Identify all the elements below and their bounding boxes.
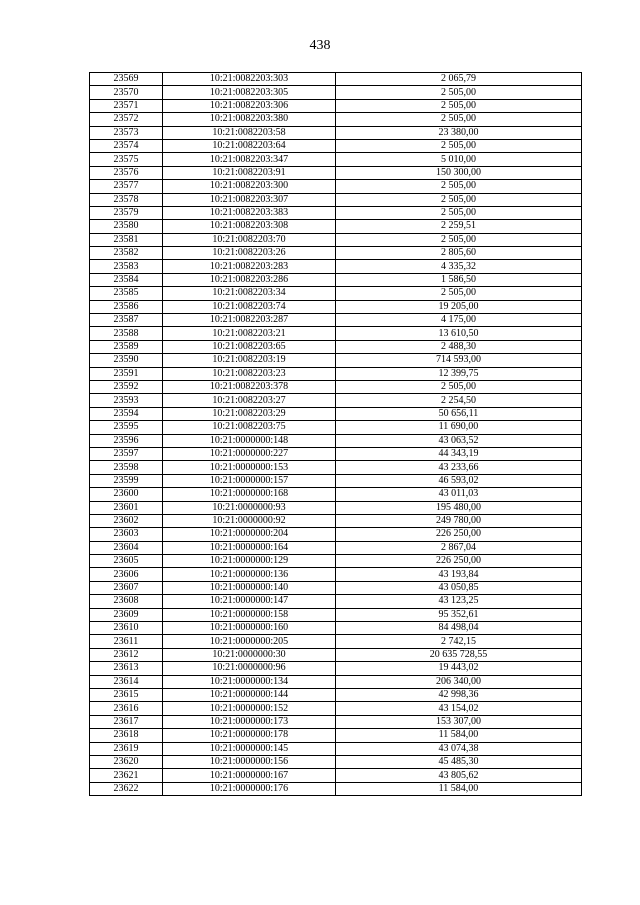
- row-number-cell: 23586: [90, 300, 163, 313]
- value-cell: 43 193,84: [336, 568, 582, 581]
- table-row: [90, 608, 582, 621]
- cadastral-number-cell: 10:21:0082203:303: [163, 73, 336, 86]
- cadastral-number-cell: 10:21:0082203:64: [163, 139, 336, 152]
- cadastral-number-cell: 10:21:0082203:287: [163, 314, 336, 327]
- row-number-cell: 23570: [90, 86, 163, 99]
- cadastral-number-cell: 10:21:0000000:144: [163, 688, 336, 701]
- cadastral-number-cell: 10:21:0082203:91: [163, 166, 336, 179]
- table-body: [90, 73, 582, 796]
- cadastral-number-cell: 10:21:0000000:129: [163, 555, 336, 568]
- row-number-cell: 23569: [90, 73, 163, 86]
- row-number-cell: 23577: [90, 180, 163, 193]
- row-number-cell: 23598: [90, 461, 163, 474]
- value-cell: 44 343,19: [336, 447, 582, 460]
- value-cell: 43 123,25: [336, 595, 582, 608]
- cadastral-number-cell: 10:21:0000000:152: [163, 702, 336, 715]
- cadastral-number-cell: 10:21:0082203:378: [163, 380, 336, 393]
- cadastral-number-cell: 10:21:0000000:157: [163, 474, 336, 487]
- value-cell: 11 584,00: [336, 782, 582, 795]
- row-number-cell: 23571: [90, 99, 163, 112]
- cadastral-number-cell: 10:21:0082203:58: [163, 126, 336, 139]
- value-cell: 43 063,52: [336, 434, 582, 447]
- cadastral-number-cell: 10:21:0000000:145: [163, 742, 336, 755]
- row-number-cell: 23611: [90, 635, 163, 648]
- table-row: [90, 474, 582, 487]
- cadastral-number-cell: 10:21:0082203:70: [163, 233, 336, 246]
- cadastral-number-cell: 10:21:0000000:204: [163, 528, 336, 541]
- row-number-cell: 23596: [90, 434, 163, 447]
- cadastral-number-cell: 10:21:0000000:140: [163, 581, 336, 594]
- value-cell: 2 254,50: [336, 394, 582, 407]
- row-number-cell: 23607: [90, 581, 163, 594]
- cadastral-number-cell: 10:21:0000000:92: [163, 514, 336, 527]
- cadastral-number-cell: 10:21:0000000:136: [163, 568, 336, 581]
- table-row: [90, 461, 582, 474]
- table-row: [90, 220, 582, 233]
- value-cell: 12 399,75: [336, 367, 582, 380]
- value-cell: 2 505,00: [336, 380, 582, 393]
- value-cell: 226 250,00: [336, 528, 582, 541]
- value-cell: 20 635 728,55: [336, 648, 582, 661]
- row-number-cell: 23618: [90, 729, 163, 742]
- table-row: [90, 126, 582, 139]
- row-number-cell: 23615: [90, 688, 163, 701]
- cadastral-number-cell: 10:21:0082203:27: [163, 394, 336, 407]
- value-cell: 23 380,00: [336, 126, 582, 139]
- cadastral-number-cell: 10:21:0082203:383: [163, 206, 336, 219]
- row-number-cell: 23610: [90, 622, 163, 635]
- value-cell: 19 443,02: [336, 662, 582, 675]
- table-row: [90, 247, 582, 260]
- row-number-cell: 23584: [90, 273, 163, 286]
- table-row: [90, 180, 582, 193]
- cadastral-number-cell: 10:21:0082203:23: [163, 367, 336, 380]
- cadastral-number-cell: 10:21:0000000:227: [163, 447, 336, 460]
- value-cell: 2 505,00: [336, 193, 582, 206]
- cadastral-number-cell: 10:21:0000000:147: [163, 595, 336, 608]
- row-number-cell: 23604: [90, 541, 163, 554]
- table-row: [90, 447, 582, 460]
- table-row: [90, 233, 582, 246]
- row-number-cell: 23578: [90, 193, 163, 206]
- table-row: [90, 581, 582, 594]
- table-row: [90, 314, 582, 327]
- table-row: [90, 755, 582, 768]
- row-number-cell: 23606: [90, 568, 163, 581]
- row-number-cell: 23619: [90, 742, 163, 755]
- row-number-cell: 23573: [90, 126, 163, 139]
- row-number-cell: 23574: [90, 139, 163, 152]
- value-cell: 42 998,36: [336, 688, 582, 701]
- cadastral-number-cell: 10:21:0082203:307: [163, 193, 336, 206]
- cadastral-number-cell: 10:21:0000000:168: [163, 488, 336, 501]
- table-row: [90, 488, 582, 501]
- row-number-cell: 23579: [90, 206, 163, 219]
- value-cell: 2 867,04: [336, 541, 582, 554]
- cadastral-number-cell: 10:21:0000000:158: [163, 608, 336, 621]
- table-row: [90, 769, 582, 782]
- value-cell: 2 742,15: [336, 635, 582, 648]
- cadastral-number-cell: 10:21:0000000:176: [163, 782, 336, 795]
- row-number-cell: 23572: [90, 113, 163, 126]
- row-number-cell: 23613: [90, 662, 163, 675]
- value-cell: 19 205,00: [336, 300, 582, 313]
- table-row: [90, 354, 582, 367]
- cadastral-number-cell: 10:21:0000000:173: [163, 715, 336, 728]
- table-row: [90, 568, 582, 581]
- cadastral-number-cell: 10:21:0000000:153: [163, 461, 336, 474]
- row-number-cell: 23612: [90, 648, 163, 661]
- row-number-cell: 23600: [90, 488, 163, 501]
- cadastral-number-cell: 10:21:0082203:305: [163, 86, 336, 99]
- value-cell: 43 805,62: [336, 769, 582, 782]
- row-number-cell: 23617: [90, 715, 163, 728]
- cadastral-number-cell: 10:21:0082203:29: [163, 407, 336, 420]
- cadastral-number-cell: 10:21:0082203:347: [163, 153, 336, 166]
- value-cell: 4 335,32: [336, 260, 582, 273]
- value-cell: 13 610,50: [336, 327, 582, 340]
- value-cell: 2 505,00: [336, 180, 582, 193]
- value-cell: 1 586,50: [336, 273, 582, 286]
- value-cell: 84 498,04: [336, 622, 582, 635]
- cadastral-number-cell: 10:21:0082203:75: [163, 421, 336, 434]
- row-number-cell: 23582: [90, 247, 163, 260]
- cadastral-number-cell: 10:21:0000000:30: [163, 648, 336, 661]
- table-row: [90, 782, 582, 795]
- row-number-cell: 23583: [90, 260, 163, 273]
- value-cell: 206 340,00: [336, 675, 582, 688]
- value-cell: 43 074,38: [336, 742, 582, 755]
- row-number-cell: 23614: [90, 675, 163, 688]
- value-cell: 95 352,61: [336, 608, 582, 621]
- cadastral-number-cell: 10:21:0000000:178: [163, 729, 336, 742]
- cadastral-number-cell: 10:21:0082203:283: [163, 260, 336, 273]
- row-number-cell: 23575: [90, 153, 163, 166]
- row-number-cell: 23597: [90, 447, 163, 460]
- row-number-cell: 23616: [90, 702, 163, 715]
- table-row: [90, 715, 582, 728]
- cadastral-number-cell: 10:21:0082203:65: [163, 340, 336, 353]
- cadastral-number-cell: 10:21:0082203:34: [163, 287, 336, 300]
- value-cell: 2 505,00: [336, 287, 582, 300]
- value-cell: 43 154,02: [336, 702, 582, 715]
- value-cell: 2 505,00: [336, 86, 582, 99]
- table-row: [90, 501, 582, 514]
- cadastral-number-cell: 10:21:0000000:93: [163, 501, 336, 514]
- table-row: [90, 421, 582, 434]
- row-number-cell: 23605: [90, 555, 163, 568]
- cadastral-number-cell: 10:21:0000000:164: [163, 541, 336, 554]
- cadastral-number-cell: 10:21:0000000:205: [163, 635, 336, 648]
- table-row: [90, 300, 582, 313]
- table-row: [90, 327, 582, 340]
- row-number-cell: 23594: [90, 407, 163, 420]
- value-cell: 2 065,79: [336, 73, 582, 86]
- table-row: [90, 113, 582, 126]
- value-cell: 45 485,30: [336, 755, 582, 768]
- row-number-cell: 23609: [90, 608, 163, 621]
- table-row: [90, 688, 582, 701]
- table-row: [90, 528, 582, 541]
- value-cell: 11 584,00: [336, 729, 582, 742]
- table-row: [90, 434, 582, 447]
- row-number-cell: 23621: [90, 769, 163, 782]
- data-table: [89, 72, 582, 796]
- row-number-cell: 23622: [90, 782, 163, 795]
- value-cell: 226 250,00: [336, 555, 582, 568]
- value-cell: 153 307,00: [336, 715, 582, 728]
- table-row: [90, 662, 582, 675]
- value-cell: 2 488,30: [336, 340, 582, 353]
- row-number-cell: 23590: [90, 354, 163, 367]
- cadastral-number-cell: 10:21:0000000:148: [163, 434, 336, 447]
- cadastral-number-cell: 10:21:0082203:19: [163, 354, 336, 367]
- table-row: [90, 193, 582, 206]
- row-number-cell: 23589: [90, 340, 163, 353]
- table-row: [90, 206, 582, 219]
- table-row: [90, 86, 582, 99]
- table-row: [90, 622, 582, 635]
- value-cell: 43 050,85: [336, 581, 582, 594]
- page-number: 438: [309, 38, 331, 53]
- cadastral-number-cell: 10:21:0082203:26: [163, 247, 336, 260]
- value-cell: 249 780,00: [336, 514, 582, 527]
- row-number-cell: 23602: [90, 514, 163, 527]
- row-number-cell: 23580: [90, 220, 163, 233]
- table-row: [90, 514, 582, 527]
- value-cell: 43 233,66: [336, 461, 582, 474]
- cadastral-number-cell: 10:21:0000000:167: [163, 769, 336, 782]
- value-cell: 2 505,00: [336, 139, 582, 152]
- row-number-cell: 23595: [90, 421, 163, 434]
- table-row: [90, 541, 582, 554]
- table-row: [90, 675, 582, 688]
- table-row: [90, 702, 582, 715]
- table-row: [90, 166, 582, 179]
- value-cell: 5 010,00: [336, 153, 582, 166]
- cadastral-number-cell: 10:21:0000000:96: [163, 662, 336, 675]
- row-number-cell: 23620: [90, 755, 163, 768]
- value-cell: 2 505,00: [336, 99, 582, 112]
- cadastral-number-cell: 10:21:0082203:74: [163, 300, 336, 313]
- row-number-cell: 23588: [90, 327, 163, 340]
- row-number-cell: 23593: [90, 394, 163, 407]
- table-row: [90, 407, 582, 420]
- value-cell: 2 505,00: [336, 206, 582, 219]
- table-row: [90, 729, 582, 742]
- cadastral-number-cell: 10:21:0082203:286: [163, 273, 336, 286]
- table-row: [90, 260, 582, 273]
- cadastral-number-cell: 10:21:0000000:160: [163, 622, 336, 635]
- row-number-cell: 23608: [90, 595, 163, 608]
- value-cell: 50 656,11: [336, 407, 582, 420]
- row-number-cell: 23603: [90, 528, 163, 541]
- table-row: [90, 273, 582, 286]
- row-number-cell: 23587: [90, 314, 163, 327]
- value-cell: 714 593,00: [336, 354, 582, 367]
- cadastral-number-cell: 10:21:0082203:300: [163, 180, 336, 193]
- table-row: [90, 73, 582, 86]
- cadastral-number-cell: 10:21:0082203:306: [163, 99, 336, 112]
- table-row: [90, 340, 582, 353]
- cadastral-number-cell: 10:21:0082203:380: [163, 113, 336, 126]
- cadastral-number-cell: 10:21:0082203:21: [163, 327, 336, 340]
- value-cell: 46 593,02: [336, 474, 582, 487]
- row-number-cell: 23601: [90, 501, 163, 514]
- value-cell: 195 480,00: [336, 501, 582, 514]
- value-cell: 11 690,00: [336, 421, 582, 434]
- value-cell: 2 259,51: [336, 220, 582, 233]
- table-row: [90, 742, 582, 755]
- table-row: [90, 555, 582, 568]
- row-number-cell: 23576: [90, 166, 163, 179]
- table-row: [90, 99, 582, 112]
- table-row: [90, 648, 582, 661]
- value-cell: 2 505,00: [336, 233, 582, 246]
- row-number-cell: 23591: [90, 367, 163, 380]
- table-row: [90, 394, 582, 407]
- row-number-cell: 23592: [90, 380, 163, 393]
- table-row: [90, 139, 582, 152]
- table-row: [90, 367, 582, 380]
- row-number-cell: 23599: [90, 474, 163, 487]
- table-row: [90, 153, 582, 166]
- table-row: [90, 287, 582, 300]
- cadastral-number-cell: 10:21:0082203:308: [163, 220, 336, 233]
- row-number-cell: 23585: [90, 287, 163, 300]
- value-cell: 43 011,03: [336, 488, 582, 501]
- value-cell: 4 175,00: [336, 314, 582, 327]
- value-cell: 150 300,00: [336, 166, 582, 179]
- row-number-cell: 23581: [90, 233, 163, 246]
- cadastral-number-cell: 10:21:0000000:156: [163, 755, 336, 768]
- table-row: [90, 595, 582, 608]
- table-row: [90, 380, 582, 393]
- table-row: [90, 635, 582, 648]
- cadastral-number-cell: 10:21:0000000:134: [163, 675, 336, 688]
- value-cell: 2 805,60: [336, 247, 582, 260]
- value-cell: 2 505,00: [336, 113, 582, 126]
